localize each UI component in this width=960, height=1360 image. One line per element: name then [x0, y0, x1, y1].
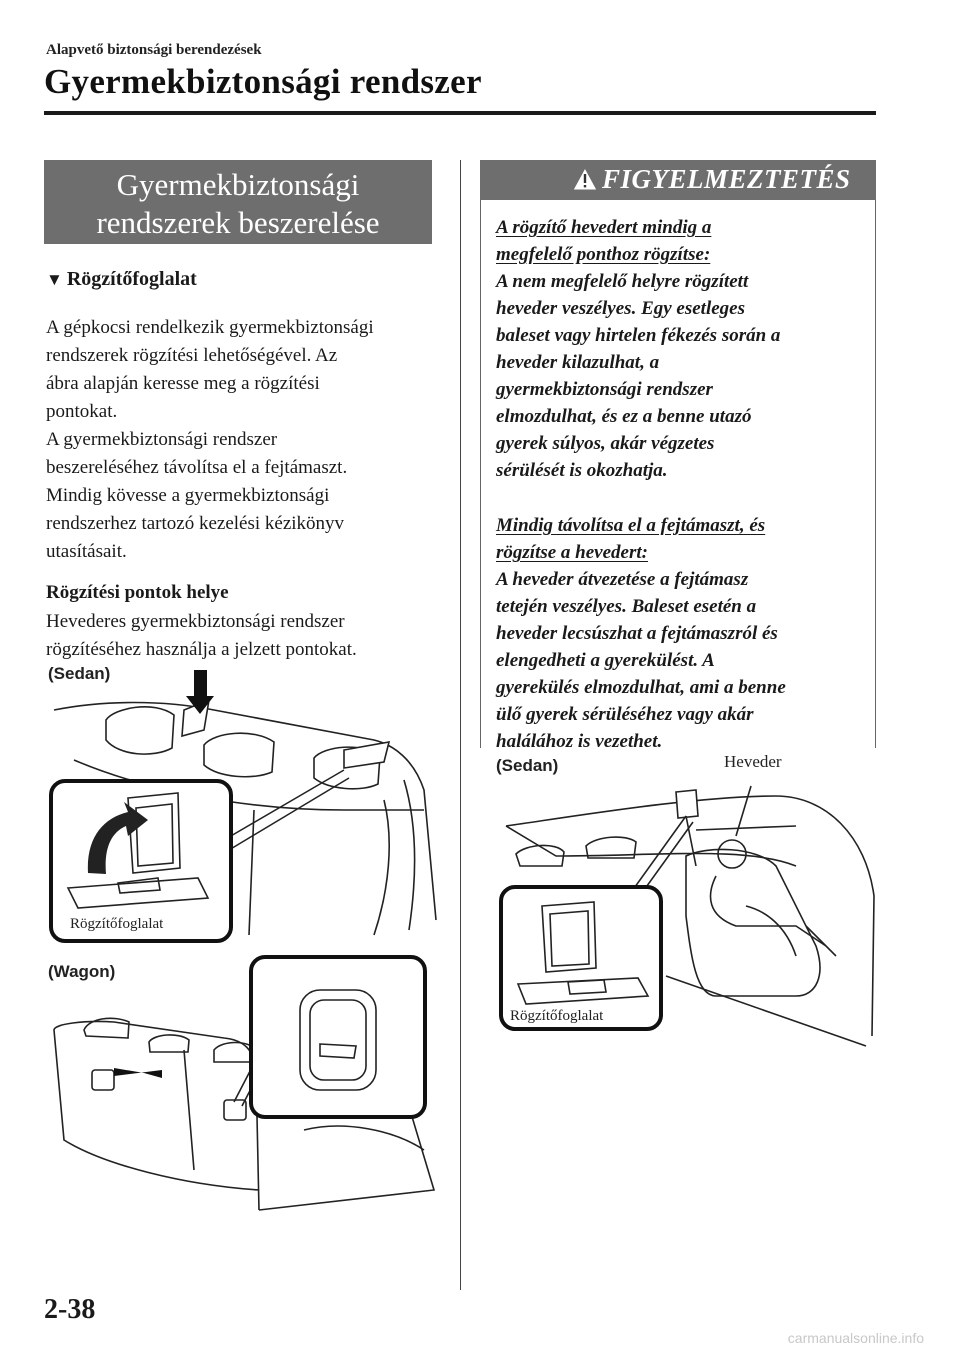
- banner-line-2: rendszerek beszerelése: [96, 205, 380, 240]
- warning-line: sérülését is okozhatja.: [496, 460, 668, 481]
- anchor-location-label: Rögzítési pontok helye: [46, 582, 229, 603]
- warning-block-2: [496, 512, 868, 755]
- warning-line: halálához is vezethet.: [496, 731, 663, 752]
- right-anchor-caption: Rögzítőfoglalat: [510, 1008, 604, 1024]
- strap-caption: Heveder: [724, 752, 782, 771]
- sedan-anchor-caption: Rögzítőfoglalat: [70, 916, 164, 932]
- text-line: A gépkocsi rendelkezik gyermekbiztonsági: [46, 317, 374, 338]
- watermark: carmanualsonline.info: [787, 1330, 924, 1346]
- triangle-bullet-icon: ▼: [46, 270, 63, 289]
- warning-line: heveder veszélyes. Egy esetleges: [496, 298, 746, 319]
- intro-paragraph: [46, 314, 436, 566]
- section-banner: [44, 160, 432, 244]
- warning-heading-line: Mindig távolítsa el a fejtámaszt, és: [496, 515, 766, 536]
- text-line: rendszerhez tartozó kezelési kézikönyv: [46, 513, 345, 534]
- warning-line: heveder kilazulhat, a: [496, 352, 660, 373]
- warning-line: A nem megfelelő helyre rögzített: [496, 271, 749, 292]
- sedan-figure-label: (Sedan): [48, 664, 111, 683]
- subheading: [46, 268, 197, 291]
- text-line: A gyermekbiztonsági rendszer: [46, 429, 278, 450]
- text-line: utasításait.: [46, 541, 127, 562]
- warning-frame-right: [875, 200, 876, 748]
- wagon-figure-label: (Wagon): [48, 962, 116, 981]
- wagon-anchor-inset: [248, 954, 428, 1120]
- text-line: rendszerek rögzítési lehetőségével. Az: [46, 345, 338, 366]
- warning-line: baleset vagy hirtelen fékezés során a: [496, 325, 781, 346]
- warning-frame-left: [480, 200, 481, 748]
- page-title: Gyermekbiztonsági rendszer: [44, 62, 482, 101]
- text-line: ábra alapján keresse meg a rögzítési: [46, 373, 320, 394]
- warning-line: gyerek súlyos, akár végzetes: [496, 433, 715, 454]
- subheading-text: Rögzítőfoglalat: [66, 268, 197, 290]
- anchor-paragraph: [46, 608, 436, 664]
- text-line: Hevederes gyermekbiztonsági rendszer: [46, 611, 345, 632]
- warning-title: FIGYELMEZTETÉS: [602, 164, 851, 194]
- warning-triangle-icon: [572, 167, 598, 191]
- text-line: pontokat.: [46, 401, 118, 422]
- arrow-left-icon: [114, 1068, 162, 1078]
- warning-line: tetején veszélyes. Baleset esetén a: [496, 596, 757, 617]
- warning-line: ülő gyerek sérüléséhez vagy akár: [496, 704, 754, 725]
- banner-line-1: Gyermekbiztonsági: [116, 167, 360, 202]
- header-divider: [44, 111, 876, 115]
- warning-line: A heveder átvezetése a fejtámasz: [496, 569, 749, 590]
- warning-heading-line: rögzítse a hevedert:: [496, 542, 648, 563]
- warning-heading-line: megfelelő ponthoz rögzítse:: [496, 244, 711, 265]
- text-line: Mindig kövesse a gyermekbiztonsági: [46, 485, 330, 506]
- warning-block-1: [496, 214, 868, 484]
- page-number: 2-38: [44, 1294, 96, 1325]
- column-divider: [460, 160, 461, 1290]
- warning-line: elmozdulhat, és ez a benne utazó: [496, 406, 752, 427]
- text-line: beszereléséhez távolítsa el a fejtámaszt.: [46, 457, 348, 478]
- text-line: rögzítéséhez használja a jelzett pontokat.: [46, 639, 357, 660]
- warning-line: elengedheti a gyerekülést. A: [496, 650, 715, 671]
- section-header: Alapvető biztonsági berendezések: [46, 42, 262, 58]
- warning-line: heveder lecsúszhat a fejtámaszról és: [496, 623, 778, 644]
- right-sedan-label: (Sedan): [496, 756, 559, 775]
- warning-heading-line: A rögzítő hevedert mindig a: [496, 217, 712, 238]
- warning-line: gyermekbiztonsági rendszer: [496, 379, 713, 400]
- warning-line: gyerekülés elmozdulhat, ami a benne: [496, 677, 786, 698]
